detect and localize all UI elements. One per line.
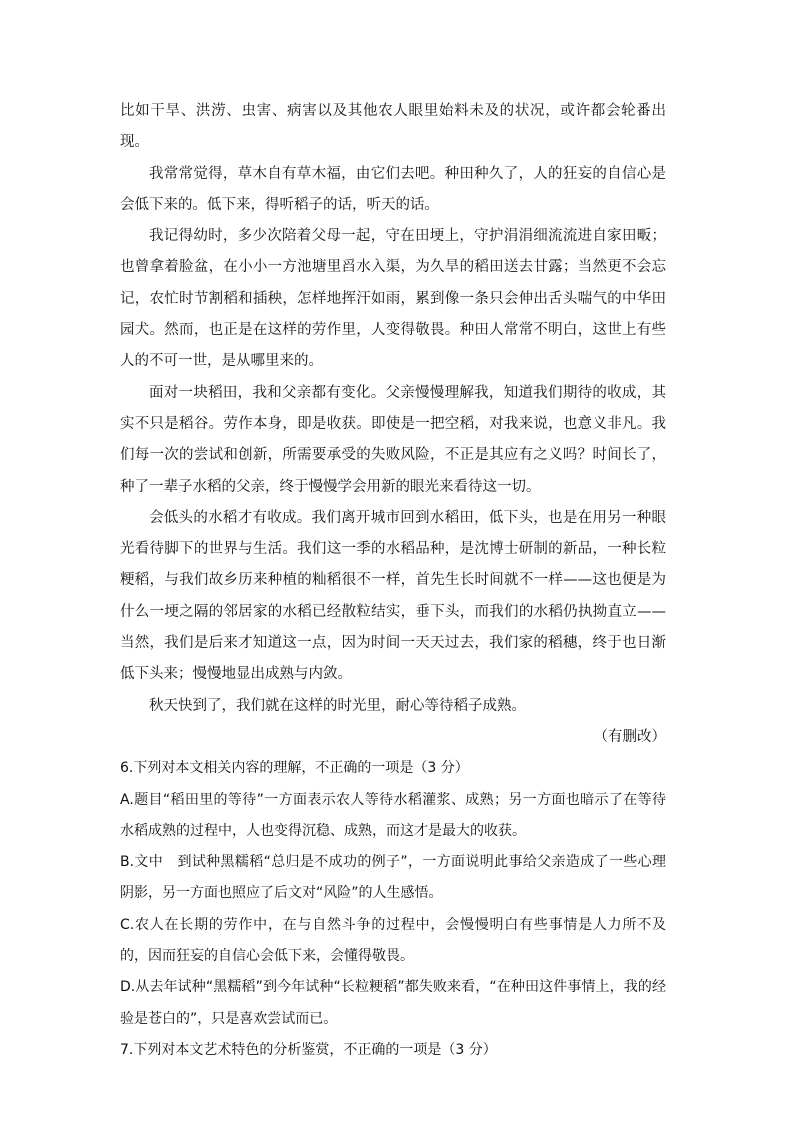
question-6-option-d: D.从去年试种“黑糯稻”到今年试种“长粒粳稻”都失败来看，“在种田这件事情上，我的经验是苍白的”，只是喜欢尝试而已。 bbox=[120, 979, 666, 1027]
article-paragraph-1: 我常常觉得，草木自有草木福，由它们去吧。种田种久了，人的狂妄的自信心是会低下来的。低下来，得听稻子的话，听天的话。 bbox=[120, 165, 666, 213]
question-6-stem: 6.下列对本文相关内容的理解，不正确的一项是（3 分） bbox=[120, 760, 469, 777]
document-body bbox=[120, 96, 666, 1066]
question-6-option-c: C.农人在长期的劳作中，在与自然斗争的过程中，会慢慢明白有些事情是人力所不及的，因而狂妄的自信心会低下来，会懂得敬畏。 bbox=[120, 916, 666, 965]
question-6-option-a: A.题目“稻田里的等待”一方面表示农人等待水稻灌浆、成熟；另一方面也暗示了在等待水稻成熟的过程中，人也变得沉稳、成熟，而这才是最大的收获。 bbox=[120, 791, 666, 839]
article-paragraph-4: 会低头的水稻才有收成。我们离开城市回到水稻田，低下头，也是在用另一种眼光看待脚下的世界与生活。我们这一季的水稻品种，是沈博士研制的新品，一种长粒粳稻，与我们故乡历来种植的籼稻很不一样，首先生长时间就不一样——这也便是为什么一埂之隔的邻居家的水稻已经散粒结实，垂下头，而我们的水稻仍执拗直立——当然，我们是后来才知道这一点，因为时间一天天过去，我们家的稻穗，终于也日渐低下头来；慢慢地显出成熟与内敛。 bbox=[120, 509, 666, 683]
question-7 bbox=[120, 1035, 666, 1066]
question-7-stem: 7.下列对本文艺术特色的分析鉴赏，不正确的一项是（3 分） bbox=[120, 1041, 497, 1058]
edit-note: （有删改） bbox=[593, 728, 666, 745]
question-6-option-b: B.文中 到试种黑糯稻“总归是不成功的例子”，一方面说明此事给父亲造成了一些心理阴影，另一方面也照应了后文对“风险”的人生感悟。 bbox=[120, 854, 666, 902]
article-paragraph-5: 秋天快到了，我们就在这样的时光里，耐心等待稻子成熟。 bbox=[149, 697, 526, 714]
article-paragraph-2: 我记得幼时，多少次陪着父母一起，守在田埂上，守护涓涓细流流进自家田畈；也曾拿着脸盆，在小小一方池塘里舀水入渠，为久旱的稻田送去甘露；当然更不会忘记，农忙时节割稻和插秧，怎样地挥汗如雨，累到像一条只会伸出舌头喘气的中华田园犬。然而，也正是在这样的劳作里，人变得敬畏。种田人常常不明白，这世上有些人的不可一世，是从哪里来的。 bbox=[120, 228, 666, 370]
article-paragraph-3: 面对一块稻田，我和父亲都有变化。父亲慢慢理解我，知道我们期待的收成，其实不只是稻谷。劳作本身，即是收获。即使是一把空稻，对我来说，也意义非凡。我们每一次的尝试和创新，所需要承受的失败风险，不正是其应有之义吗？时间长了，种了一辈子水稻的父亲，终于慢慢学会用新的眼光来看待这一切。 bbox=[120, 384, 666, 495]
article-paragraph-0: 比如干旱、洪涝、虫害、病害以及其他农人眼里始料未及的状况，或许都会轮番出现。 bbox=[120, 103, 666, 151]
question-6 bbox=[120, 753, 666, 1035]
